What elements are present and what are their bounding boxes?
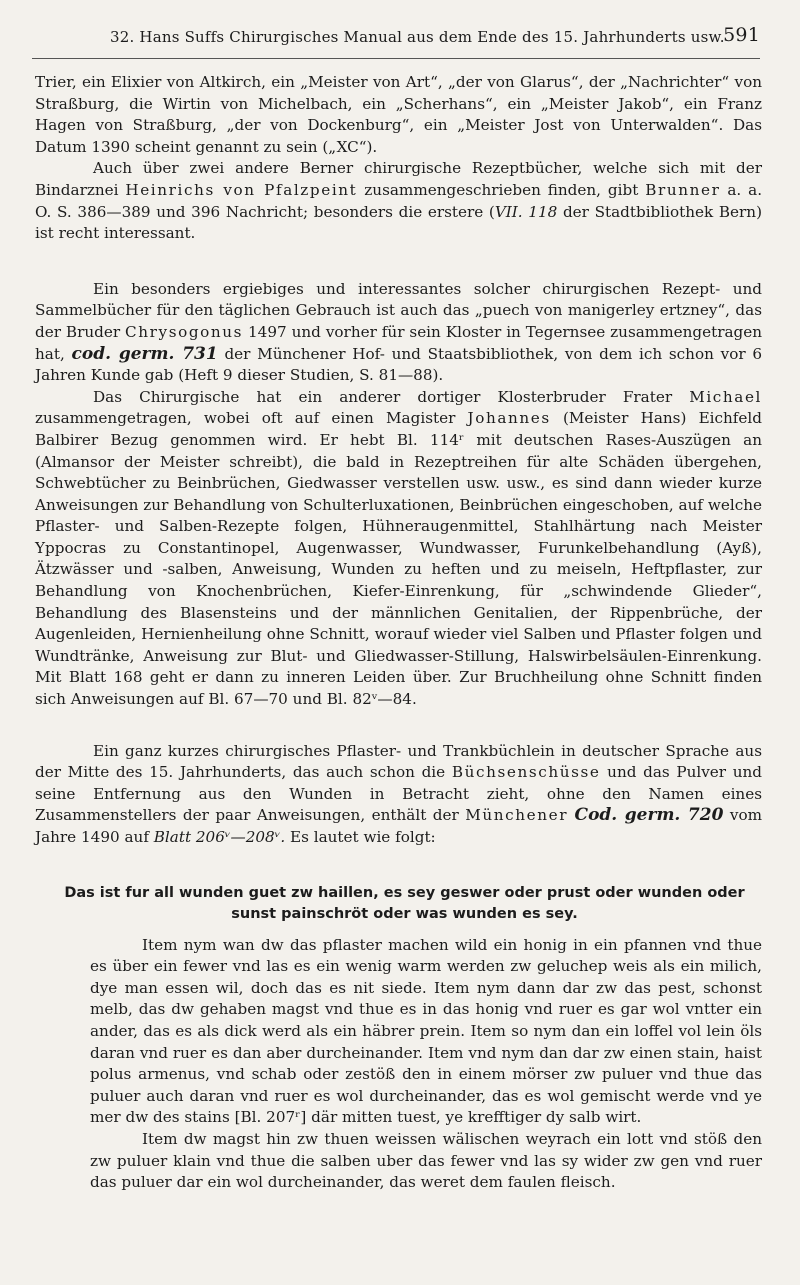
p5-b: und das Pulver und seine Entfernung aus den Wunden in Betracht zieht, ohne den Namen eines Zusammenstellers der paar Anweisungen, enthält der xyxy=(35,763,763,825)
p5-lib: Münchener xyxy=(465,806,569,825)
p5-blatt: Blatt 206ᵛ—208ᵛ. xyxy=(153,828,286,846)
paragraph-1-text: Trier, ein Elixier von Altkirch, ein „Meister von Art“, „der von Glarus“, der „Nachrichter“ von Straßburg, die Wirtin von Michelbach, ein „Scherhans“, ein „Meister Jakob“, ein Franz Hagen von Straßburg, „der von Dockenburg“, ein „Meister Jost von Unterwalden“. Das Datum 1390 scheint genannt zu sein („XC“). xyxy=(35,73,762,156)
p3-c: der Münchener Hof- und Staatsbibliothek, von dem ich schon vor 6 Jahren Kunde gab (Heft 9 dieser Studien, S. 81—88). xyxy=(35,344,762,385)
p2-a: Auch über zwei andere Berner chirurgische Rezeptbücher, welche sich mit der Bindarznei xyxy=(35,159,762,199)
quoted-recipe xyxy=(90,935,762,1194)
p3-name: Chrysogonus xyxy=(125,322,244,341)
p3-codex: cod. germ. 731 xyxy=(71,343,218,364)
p4-c: (Meister Hans) Eichfeld Balbirer Bezug genommen wird. Er hebt Bl. 114ʳ mit deutschen Rases-Auszügen an (Almansor der Meister schreibt), die bald in Rezeptreihen für alte Schäden übergehen, Schwebtücher zu Beinbrüchen, Giedwasser verstellen usw. usw., es sind dann wieder kurze Anweisungen zur Behandlung von Schulterluxationen, Beinbrüchen eingeschoben, auf welche Pflaster- und Salben-Rezepte folgen, Hühneraugenmittel, Stahlhärtung nach Meister Yppocras zu Constantinopel, Augenwasser, Wundwasser, Furunkelbehandlung (Ayß), Ätzwässer und -salben, Anweisung, Wunden zu heften und zu meiseln, Heftpflaster, zur Behandlung von Knochenbrüchen, Kiefer-Einrenkung, für „schwindende Glieder“, Behandlung des Blasensteins und der männlichen Genitalien, der Rippenbrüche, der Augenleiden, Hernienheilung ohne Schnitt, worauf wieder viel Salben und Pflaster folgen und Wundtränke, Anweisung zur Blut- und Gliedwasser-Stillung, Halswirbelsäulen-Einrenkung. Mit Blatt 168 geht er dann zu inneren Leiden über. Zur Bruchheilung ohne Schnitt finden sich Anweisungen auf Bl. 67—70 und Bl. 82ᵛ—84. xyxy=(35,409,762,709)
quote-paragraph-2: Item dw magst hin zw thuen weissen wälischen weyrach ein lott vnd stöß den zw puluer klain vnd thue die salben uber das fewer vnd las sy wider zw gen vnd ruer das puluer dar ein wol durcheinander, das weret dem faulen fleisch. xyxy=(90,1129,762,1192)
p5-term: Büchsenschüsse xyxy=(451,763,601,782)
body-text xyxy=(35,72,762,1194)
p5-codex: Cod. germ. 720 xyxy=(574,805,724,826)
spacer xyxy=(35,245,762,279)
paragraph-2 xyxy=(35,158,762,244)
running-header xyxy=(110,24,760,46)
p2-b: zusammengeschrieben finden, gibt xyxy=(364,180,639,199)
p3-b: 1497 und vorher für sein Kloster in Tegernsee zusammengetragen hat, xyxy=(35,322,763,363)
citation-heading: Das ist fur all wunden guet zw haillen, es sey geswer oder prust oder wunden oder sunst painschröt oder was wunden es sey. xyxy=(64,884,745,922)
p2-d: der Stadtbibliothek Bern) ist recht interessant. xyxy=(35,202,762,243)
p4-name1: Michael xyxy=(689,387,762,406)
p5-a: Ein ganz kurzes chirurgisches Pflaster- und Trankbüchlein in deutscher Sprache aus der Mitte des 15. Jahrhunderts, das auch schon die xyxy=(35,741,762,782)
p4-a: Das Chirurgische hat ein anderer dortiger Klosterbruder Frater xyxy=(93,387,673,406)
p2-name: Heinrichs von Pfalzpeint xyxy=(125,180,358,199)
p2-c: a. a. O. S. 386—389 und 396 Nachricht; besonders die erstere ( xyxy=(35,180,763,221)
p4-b: zusammengetragen, wobei oft auf einen Magister xyxy=(35,409,456,428)
paragraph-4 xyxy=(35,387,762,711)
p2-author: Brunner xyxy=(645,180,721,199)
paragraph-5 xyxy=(35,741,762,849)
paragraph-1 xyxy=(35,72,762,158)
p5-c: vom Jahre 1490 auf xyxy=(35,806,763,846)
spacer xyxy=(35,711,762,741)
header-rule xyxy=(32,58,760,59)
running-title: 32. Hans Suffs Chirurgisches Manual aus dem Ende des 15. Jahrhunderts usw. xyxy=(110,28,725,46)
p2-ref: VII. 118 xyxy=(494,202,558,221)
paragraph-3 xyxy=(35,279,762,387)
p3-a: Ein besonders ergiebiges und interessantes solcher chirurgischen Rezept- und Sammelbücher für den täglichen Gebrauch ist auch das „puech von manigerley ertzney“, das der Bruder xyxy=(35,279,762,341)
p5-d: Es lautet wie folgt: xyxy=(290,828,436,846)
quote-paragraph-1: Item nym wan dw das pflaster machen wild ein honig in ein pfannen vnd thue es über ein fewer vnd las es ein wenig warm werden zw geluchер weis als ein milich, dye man essen wil, doch das es nit siede. Item nym dann dar zw das pest, schonst melb, das dw gehaben magst vnd thue es in das honig vnd ruer es gar wol vntter ein ander, das es als dick werd als ein häbrer prein. Item so nym dan ein loffel vol lein öls daran vnd ruer es dan aber durcheinander. Item vnd nym dan dar zw einen stain, haist polus armenus, vnd schab oder zestöß den in einem mörser zw puluer vnd thue das puluer auch daran vnd ruer es wol durcheinander, das es wol gemischt werde vnd ye mer dw des stains [Bl. 207ʳ] där mitten tuest, ye krefftiger dy salb wirt. xyxy=(90,935,762,1127)
p4-name2: Johannes xyxy=(467,409,551,428)
page-number: 591 xyxy=(723,24,760,46)
